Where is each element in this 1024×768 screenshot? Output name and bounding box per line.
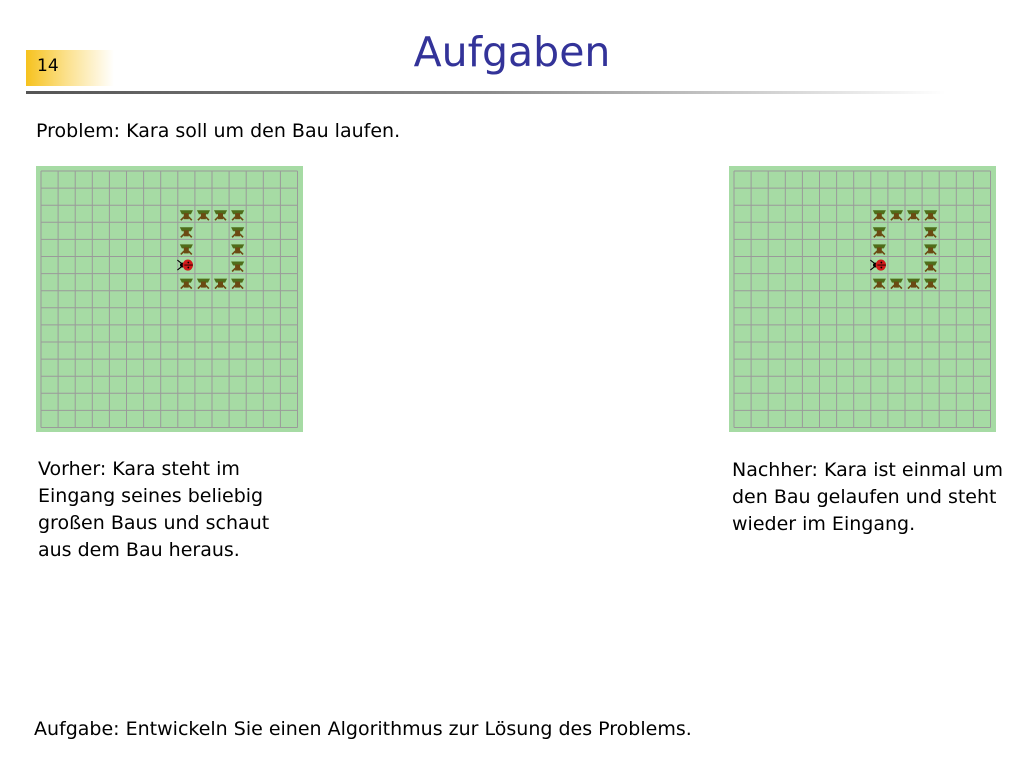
tree-stump-icon xyxy=(924,244,937,254)
world-grid-after xyxy=(729,166,996,432)
tree-stump-icon xyxy=(197,279,210,289)
after-description: Nachher: Kara ist einmal um den Bau gelaufen und steht wieder im Eingang. xyxy=(732,459,1003,535)
kara-world-before xyxy=(36,166,303,432)
before-description: Vorher: Kara steht im Eingang seines beliebig großen Baus und schaut aus dem Bau heraus. xyxy=(38,458,270,561)
tree-stump-icon xyxy=(924,210,937,220)
tree-stump-icon xyxy=(180,244,193,254)
page-title: Aufgaben xyxy=(413,28,611,76)
slide-number: 14 xyxy=(26,50,114,86)
tree-stump-icon xyxy=(907,210,920,220)
tree-stump-icon xyxy=(924,279,937,289)
tree-stump-icon xyxy=(180,227,193,237)
tree-stump-icon xyxy=(231,279,244,289)
task-statement: Aufgabe: Entwickeln Sie einen Algorithmus zur Lösung des Problems. xyxy=(34,718,692,740)
tree-stump-icon xyxy=(180,279,193,289)
tree-stump-icon xyxy=(214,210,227,220)
tree-stump-icon xyxy=(924,227,937,237)
tree-stump-icon xyxy=(873,227,886,237)
kara-ladybug-icon xyxy=(177,259,193,270)
tree-stump-icon xyxy=(197,210,210,220)
tree-stump-icon xyxy=(890,210,903,220)
tree-stump-icon xyxy=(873,210,886,220)
tree-stump-icon xyxy=(231,210,244,220)
world-grid-before xyxy=(36,166,303,432)
tree-stump-icon xyxy=(924,262,937,272)
tree-stump-icon xyxy=(231,227,244,237)
problem-statement: Problem: Kara soll um den Bau laufen. xyxy=(36,120,401,142)
kara-ladybug-icon xyxy=(870,259,886,270)
tree-stump-icon xyxy=(231,244,244,254)
title-divider xyxy=(26,91,946,94)
tree-stump-icon xyxy=(214,279,227,289)
tree-stump-icon xyxy=(180,210,193,220)
tree-stump-icon xyxy=(231,262,244,272)
tree-stump-icon xyxy=(890,279,903,289)
tree-stump-icon xyxy=(873,244,886,254)
kara-world-after xyxy=(729,166,996,432)
tree-stump-icon xyxy=(907,279,920,289)
grid-lines xyxy=(41,171,298,428)
grid-lines xyxy=(734,171,991,428)
tree-stump-icon xyxy=(873,279,886,289)
